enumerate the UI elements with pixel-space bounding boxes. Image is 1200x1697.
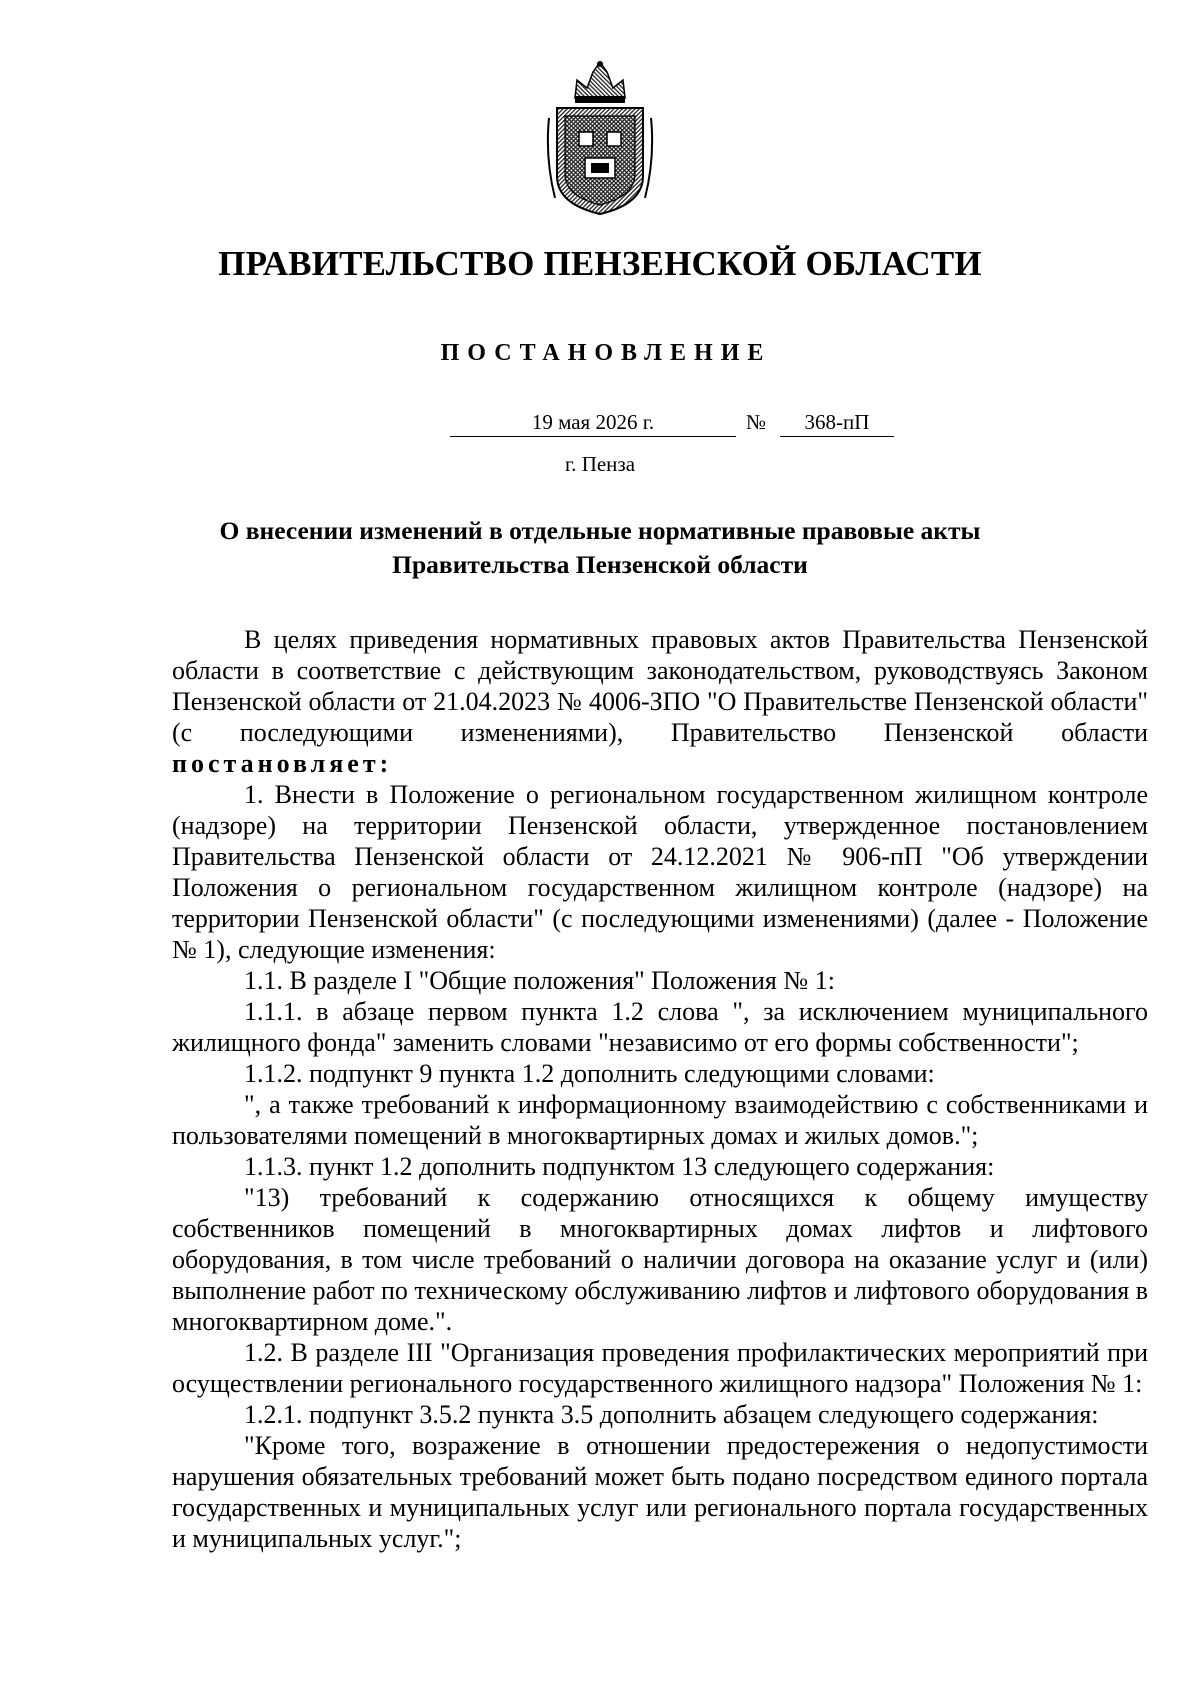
body-paragraph: 1.1.2. подпункт 9 пункта 1.2 дополнить следующими словами: bbox=[244, 1059, 935, 1088]
document-body bbox=[172, 624, 1148, 1554]
body-paragraph: ", а также требований к информационному взаимодействию с собственниками и пользователями помещений в многоквартирных домах и жилых домов."; bbox=[172, 1090, 1148, 1150]
body-paragraph: 1.1.3. пункт 1.2 дополнить подпунктом 13 следующего содержания: bbox=[244, 1152, 995, 1181]
document-type-title: ПОСТАНОВЛЕНИЕ bbox=[440, 340, 772, 366]
subject-line-1: О внесении изменений в отдельные нормативные правовые акты bbox=[219, 516, 981, 545]
body-paragraph: "Кроме того, возражение в отношении предостережения о недопустимости нарушения обязательных требований может быть подано посредством единого портала государственных и муниципальных услуг или регионального портала государственных и муниципальных услуг."; bbox=[172, 1431, 1148, 1553]
document-number: 368-пП bbox=[780, 408, 894, 437]
date-number-line bbox=[0, 408, 1200, 440]
subject-line-2: Правительства Пензенской области bbox=[392, 550, 808, 579]
preamble-paragraph bbox=[172, 624, 1148, 779]
body-paragraph: 1.2.1. подпункт 3.5.2 пункта 3.5 дополнить абзацем следующего содержания: bbox=[244, 1400, 1099, 1429]
body-paragraph: 1. Внести в Положение о региональном государственном жилищном контроле (надзоре) на территории Пензенской области, утвержденное постановлением Правительства Пензенской области от 24.12.2021 № 906-пП "Об утверждении Положения о региональном государственном жилищном контроле (надзоре) на территории Пензенской области" (с последующими изменениями) (далее - Положение № 1), следующие изменения: bbox=[172, 780, 1148, 964]
body-paragraph: 1.2. В разделе III "Организация проведения профилактических мероприятий при осуществлении регионального государственного жилищного надзора" Положения № 1: bbox=[172, 1338, 1148, 1398]
body-paragraph: 1.1. В разделе I "Общие положения" Положения № 1: bbox=[244, 966, 835, 995]
body-paragraph: "13) требований к содержанию относящихся к общему имуществу собственников помещений в многоквартирных домах лифтов и лифтового оборудования, в том числе требований о наличии договора на оказание услуг и (или) выполнение работ по техническому обслуживанию лифтов и лифтового оборудования в многоквартирном доме.". bbox=[172, 1183, 1148, 1336]
decides-word: постановляет: bbox=[172, 749, 393, 778]
organization-title: ПРАВИТЕЛЬСТВО ПЕНЗЕНСКОЙ ОБЛАСТИ bbox=[218, 244, 982, 283]
coat-of-arms-emblem bbox=[545, 58, 655, 218]
document-date: 19 мая 2026 г. bbox=[450, 408, 736, 437]
document-subject bbox=[150, 514, 1050, 582]
body-paragraph: 1.1.1. в абзаце первом пункта 1.2 слова ", за исключением муниципального жилищного фонда" заменить словами "независимо от его формы собственности"; bbox=[172, 997, 1148, 1057]
city-label: г. Пенза bbox=[564, 452, 636, 476]
number-sign: № bbox=[746, 410, 767, 434]
preamble-text: В целях приведения нормативных правовых актов Правительства Пензенской области в соответствие с действующим законодательством, руководствуясь Законом Пензенской области от 21.04.2023 № 4006-ЗПО "О Правительстве Пензенской области" (с последующими изменениями), Правительство Пензенской области bbox=[172, 625, 1148, 747]
